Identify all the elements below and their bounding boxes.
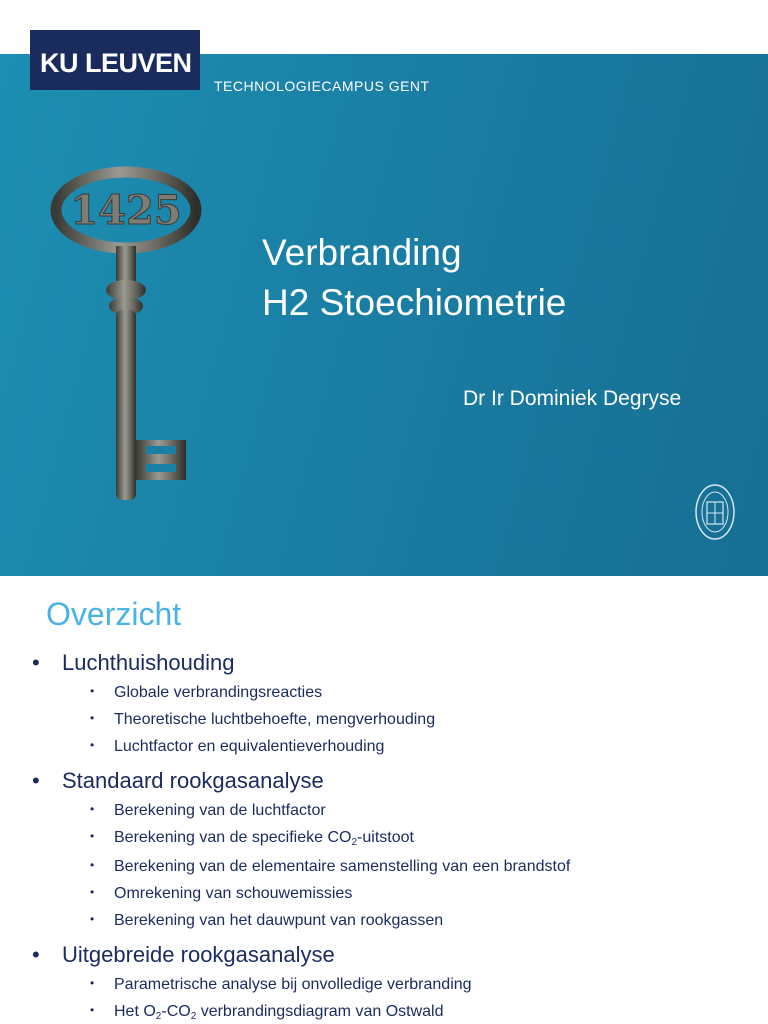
bullet-icon: • (90, 976, 95, 990)
bullet-icon: • (90, 858, 95, 872)
list-item: • Parametrische analyse bij onvolledige verbranding (90, 976, 472, 993)
campus-name: TECHNOLOGIECAMPUS GENT (214, 78, 430, 94)
bullet-icon: • (32, 650, 40, 675)
slide-title-line1: Verbranding (262, 232, 462, 273)
university-seal-icon (693, 482, 737, 542)
section-heading: • Uitgebreide rookgasanalyse (32, 942, 335, 967)
bullet-icon: • (90, 1003, 95, 1017)
bullet-icon: • (32, 768, 40, 793)
list-item: • Luchtfactor en equivalentieverhouding (90, 738, 385, 755)
key-number: 1425 (70, 187, 182, 234)
slide-title-line2: H2 Stoechiometrie (262, 282, 567, 323)
list-item: • Theoretische luchtbehoefte, mengverhouding (90, 711, 436, 728)
bullet-icon: • (32, 942, 40, 967)
list-item: • Het $O_2-CO_2$ verbrandingsdiagram van Ostwald (90, 1003, 444, 1022)
bullet-icon: • (90, 912, 95, 926)
list-item: • Globale verbrandingsreacties (90, 684, 323, 701)
bullet-icon: • (90, 711, 95, 725)
overview-slide (0, 576, 768, 1024)
bullet-icon: • (90, 885, 95, 899)
author-name: Dr Ir Dominiek Degryse (463, 387, 682, 410)
bullet-icon: • (90, 738, 95, 752)
list-item: • Berekening van het dauwpunt van rookgassen (90, 912, 444, 929)
list-item: • Omrekening van schouwemissies (90, 885, 353, 902)
antique-key-image (48, 160, 208, 510)
logo-text: KU LEUVEN (40, 48, 192, 78)
bullet-icon: • (90, 802, 95, 816)
bullet-icon: • (90, 829, 95, 843)
list-item: • Berekening van de elementaire samenstelling van een brandstof (90, 858, 571, 875)
overview-title: Overzicht (46, 596, 182, 632)
bullet-icon: • (90, 684, 95, 698)
section-heading: • Luchthuishouding (32, 650, 235, 675)
list-item: • Berekening van de specifieke $CO_2$-uitstoot (90, 829, 414, 848)
list-item: • Berekening van de luchtfactor (90, 802, 326, 819)
section-heading: • Standaard rookgasanalyse (32, 768, 324, 793)
